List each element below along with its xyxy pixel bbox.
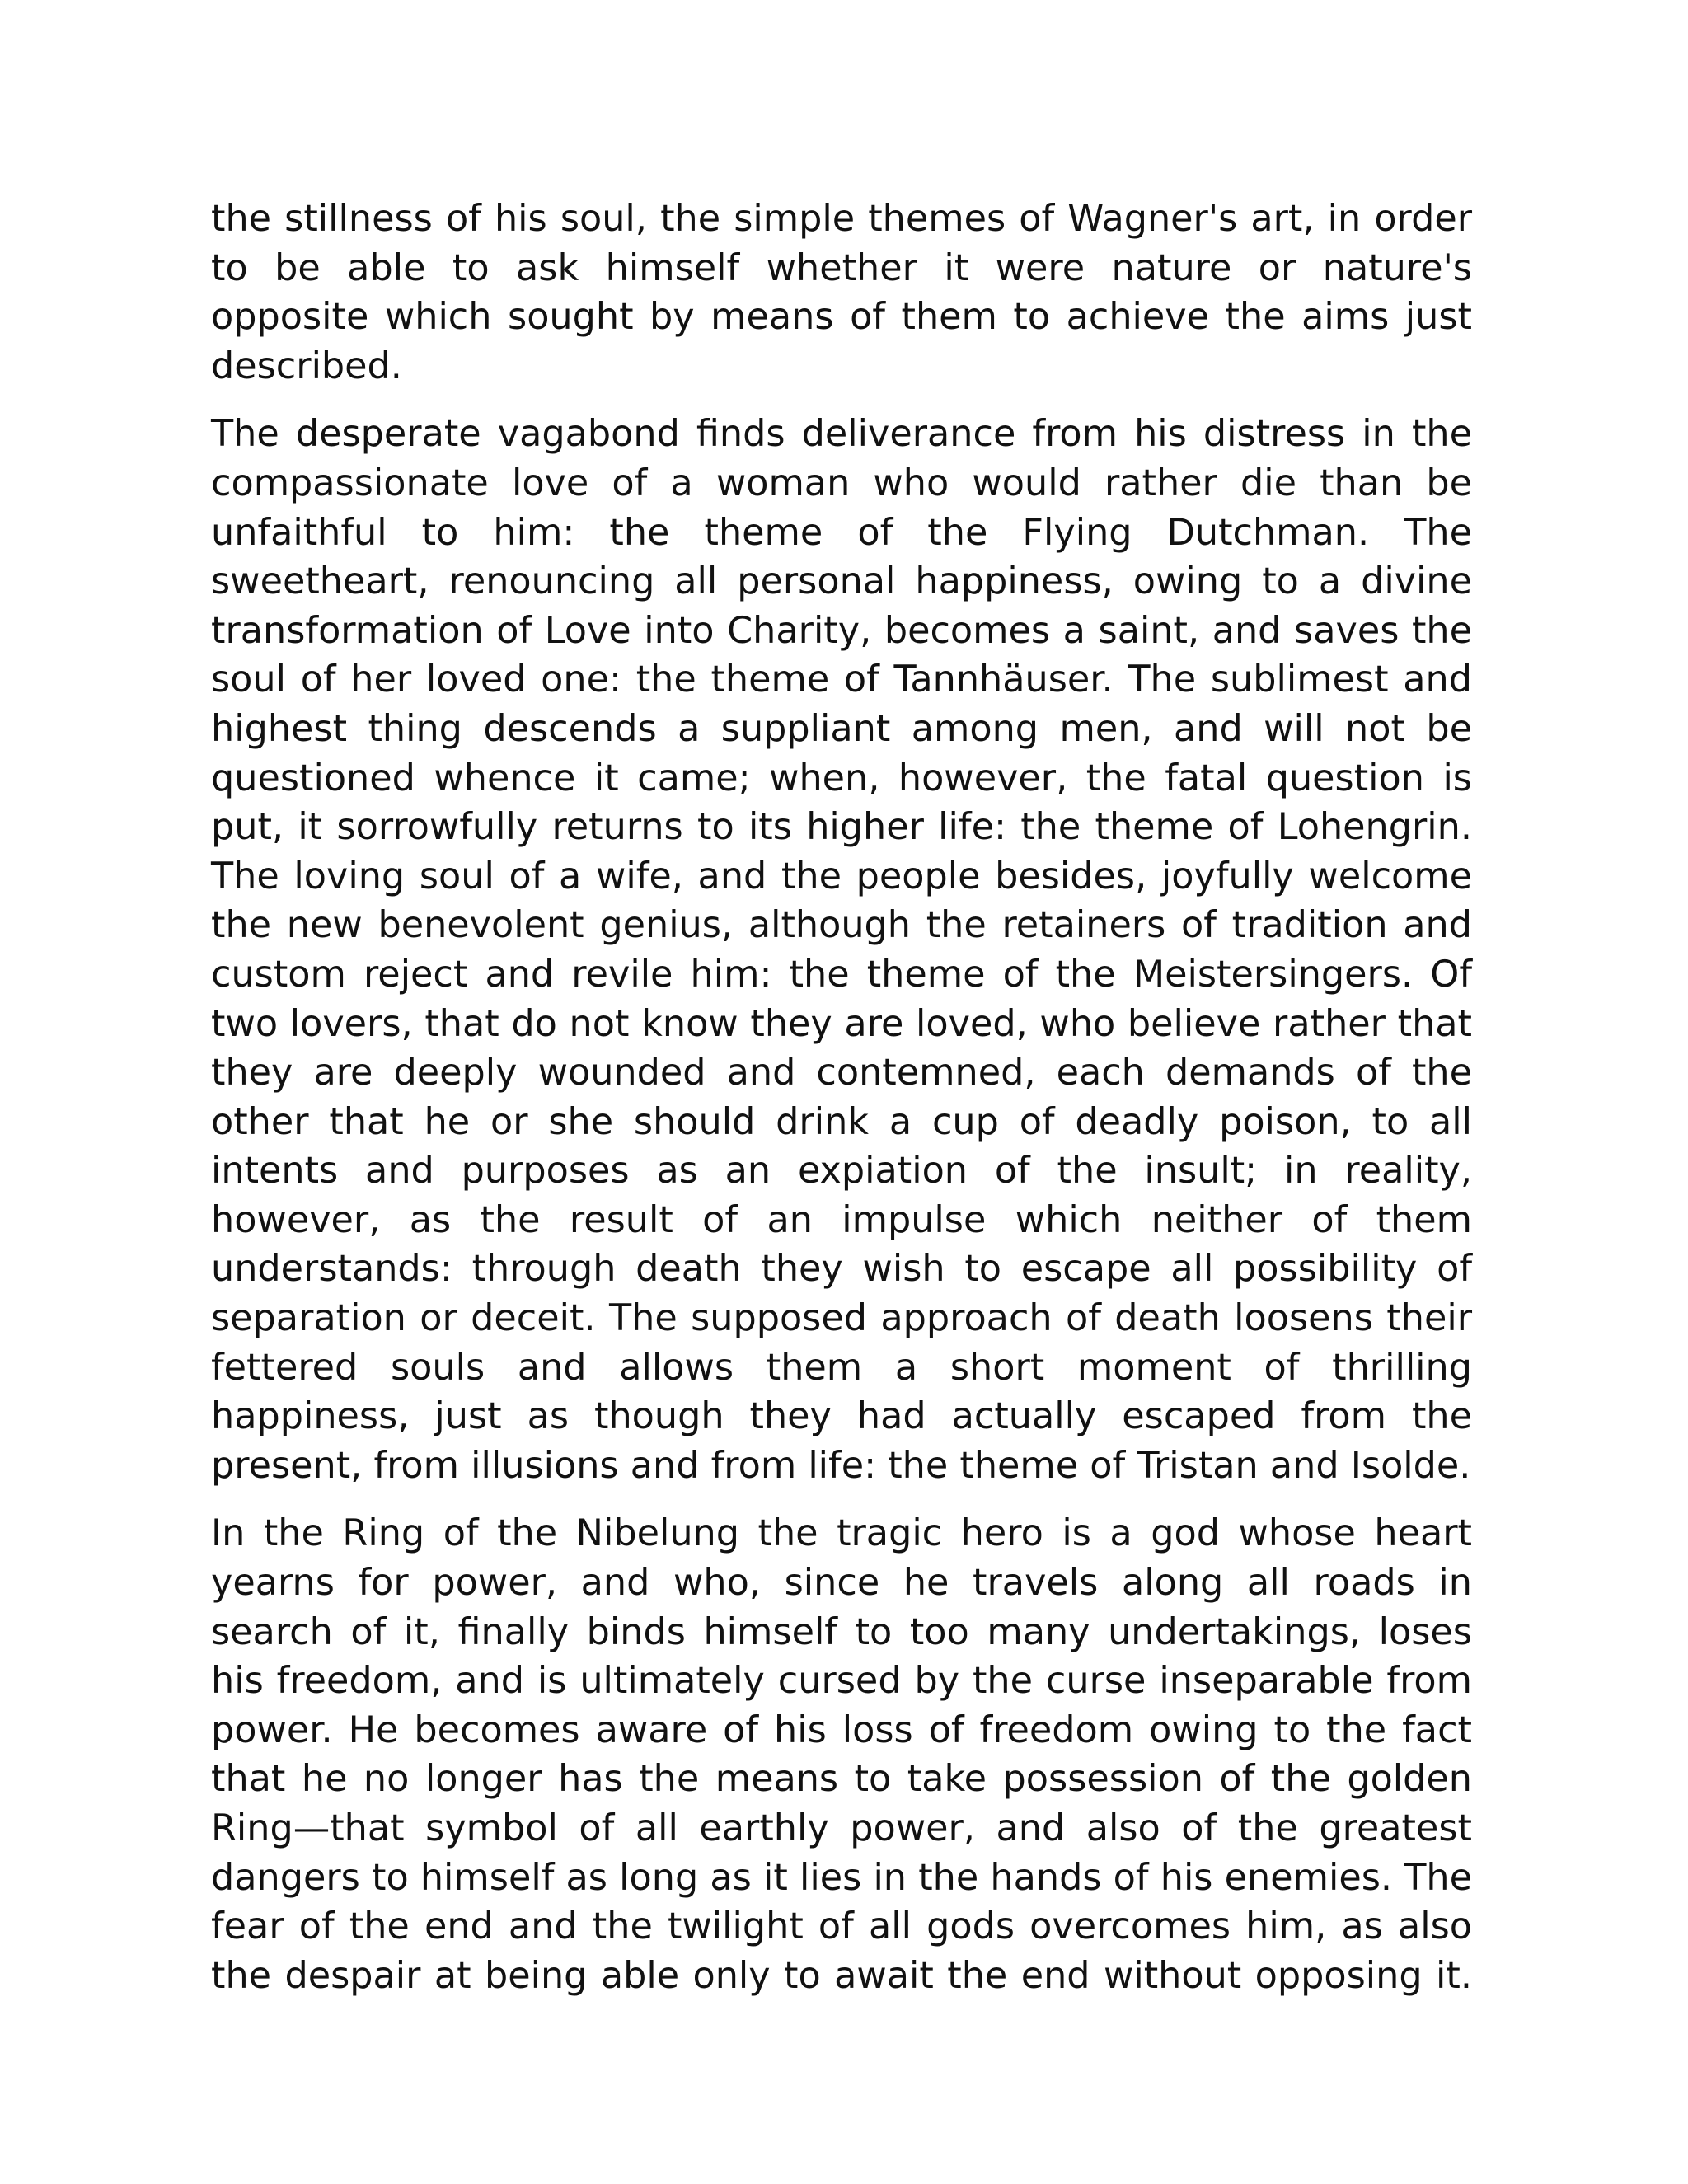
paragraph-2: The desperate vagabond finds deliverance from his distress in the compassionate love of a woman who would rather die than be unfaithful to him: the theme of the Flying Dutchman. The sweetheart, renouncing all personal happiness, owing to a divine transformation of Love into Charity, becomes a saint, and saves the soul of her loved one: the theme of Tannhäuser. The sublimest and highest thing descends a suppliant among men, and will not be questioned whence it came; when, however, the fatal question is put, it sorrowfully returns to its higher life: the theme of Lohengrin. The loving soul of a wife, and the people besides, joyfully welcome the new benevolent genius, although the retainers of tradition and custom reject and revile him: the theme of the Meistersingers. Of two lovers, that do not know they are loved, who believe rather that they are deeply wounded and contemned, each demands of the other that he or she should drink a cup of deadly poison, to all intents and purposes as an expiation of the insult; in reality, however, as the result of an impulse which neither of them understands: through death they wish to escape all possibility of separation or deceit. The supposed approach of death loosens their fettered souls and allows them a short moment of thrilling happiness, just as though they had actually escaped from the present, from illusions and from life: the theme of Tristan and Isolde. [211, 413, 1472, 1487]
paragraph-1: the stillness of his soul, the simple themes of Wagner's art, in order to be able to ask himself whether it were nature or nature's opposite which sought by means of them to achieve the aims just described. [211, 198, 1472, 387]
page-body-text [211, 194, 1472, 2000]
paragraph-3: In the Ring of the Nibelung the tragic hero is a god whose heart yearns for power, and who, since he travels along all roads in search of it, finally binds himself to too many undertakings, loses his freedom, and is ultimately cursed by the curse inseparable from power. He becomes aware of his loss of freedom owing to the fact that he no longer has the means to take possession of the golden Ring—that symbol of all earthly power, and also of the greatest dangers to himself as long as it lies in the hands of his enemies. The fear of the end and the twilight of all gods overcomes him, as also the despair at being able only to await the end without opposing it. [211, 1512, 1472, 1997]
